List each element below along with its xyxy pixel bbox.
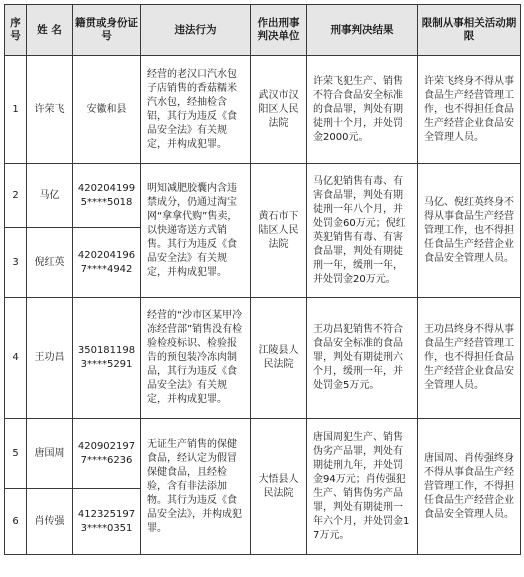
cell-act: 明知减肥胶囊内含违禁成分，仍通过淘宝网“拿拿代购”售卖，以快递寄送方式销售。其行为违反《食品安全法》有关规定，并构成犯罪。 bbox=[141, 164, 251, 298]
table-row bbox=[5, 298, 521, 419]
cell-court: 大悟县人民法院 bbox=[251, 419, 307, 555]
table-row bbox=[5, 419, 521, 489]
cell-seq: 6 bbox=[5, 489, 27, 555]
cell-act: 经营的老汉口汽水包子店销售的香菇糯米汽水包，经抽检含铝，其行为违反《食品安全法》有关规定，并构成犯罪。 bbox=[141, 56, 251, 164]
cell-act: 经营的“沙市区某甲冷冻经营部”销售没有检验检疫标识、检验报告的预包装冷冻肉制品，其行为违反《食品安全法》有关规定，并构成犯罪。 bbox=[141, 298, 251, 419]
cell-seq: 2 bbox=[5, 164, 27, 228]
cell-seq: 1 bbox=[5, 56, 27, 164]
cell-name: 马亿 bbox=[27, 164, 73, 228]
cell-ban: 许荣飞终身不得从事食品生产经营管理工作，也不得担任食品生产经营企业食品安全管理人员。 bbox=[418, 56, 521, 164]
header-name: 姓 名 bbox=[27, 5, 73, 56]
cell-id: 420204199 5****5018 bbox=[73, 164, 141, 228]
cell-name: 许荣飞 bbox=[27, 56, 73, 164]
cell-seq: 4 bbox=[5, 298, 27, 419]
header-id: 籍贯或身份证号 bbox=[73, 5, 141, 56]
cell-court: 武汉市汉阳区人民法院 bbox=[251, 56, 307, 164]
header-act: 违法行为 bbox=[141, 5, 251, 56]
header-court: 作出刑事判决单位 bbox=[251, 5, 307, 56]
cell-result: 王功昌犯销售不符合食品安全标准的食品罪，判处有期徒刑六个月，缓刑一年，并处罚金5万元。 bbox=[307, 298, 418, 419]
cell-id: 350181198 3****5291 bbox=[73, 298, 141, 419]
cell-ban: 马亿、倪红英终身不得从事食品生产经营管理工作，也不得担任食品生产经营企业食品安全管理人员。 bbox=[418, 164, 521, 298]
cell-seq: 5 bbox=[5, 419, 27, 489]
cell-result: 唐国周犯生产、销售伪劣产品罪，判处有期徒刑九年，并处罚金94万元；肖传强犯生产、销售伪劣产品罪，判处有期徒刑一年六个月，并处罚金17万元。 bbox=[307, 419, 418, 555]
table-row bbox=[5, 164, 521, 228]
cell-seq: 3 bbox=[5, 228, 27, 298]
cell-court: 江陵县人民法院 bbox=[251, 298, 307, 419]
cell-result: 许荣飞犯生产、销售不符合食品安全标准的食品罪，判处有期徒刑十个月，并处罚金2000元。 bbox=[307, 56, 418, 164]
cell-ban: 唐国周、肖传强终身不得从事食品生产经营管理工作，不得担任食品生产经营企业食品安全管理人员。 bbox=[418, 419, 521, 555]
penalty-table bbox=[4, 4, 521, 555]
cell-name: 王功昌 bbox=[27, 298, 73, 419]
cell-id: 420204196 7****4942 bbox=[73, 228, 141, 298]
cell-act: 无证生产销售的保健食品，经认定为假冒保健食品，且经检验，含有非法添加物。其行为违反《食品安全法》，并构成犯罪。 bbox=[141, 419, 251, 555]
cell-court: 黄石市下陆区人民法院 bbox=[251, 164, 307, 298]
cell-name: 唐国周 bbox=[27, 419, 73, 489]
cell-name: 倪红英 bbox=[27, 228, 73, 298]
cell-ban: 王功昌终身不得从事食品生产经营管理工作，也不得担任食品生产经营企业食品安全管理人员。 bbox=[418, 298, 521, 419]
cell-name: 肖传强 bbox=[27, 489, 73, 555]
cell-id: 420902197 7****6236 bbox=[73, 419, 141, 489]
table-row bbox=[5, 56, 521, 164]
cell-result: 马亿犯销售有毒、有害食品罪，判处有期徒刑一年八个月，并处罚金60万元；倪红英犯销售有毒、有害食品罪，判处有期徒刑一年，缓刑一年，并处罚金20万元。 bbox=[307, 164, 418, 298]
cell-id: 412325197 3****0351 bbox=[73, 489, 141, 555]
cell-id: 安徽和县 bbox=[73, 56, 141, 164]
header-ban: 限制从事相关活动期限 bbox=[418, 5, 521, 56]
header-result: 刑事判决结果 bbox=[307, 5, 418, 56]
header-row bbox=[5, 5, 521, 56]
header-seq: 序号 bbox=[5, 5, 27, 56]
